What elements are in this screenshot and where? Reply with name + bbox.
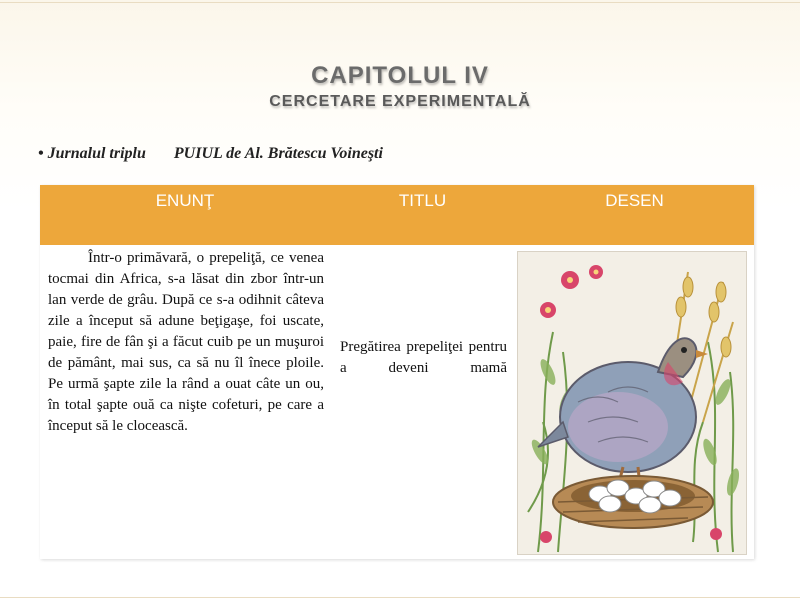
table-header-row bbox=[40, 185, 754, 245]
enunt-cell: Într-o primăvară, o prepeliţă, ce venea tocmai din Africa, s-a lăsat din zbor într-un lan verde de grâu. După ce s-a odihnit câteva zile a început să adune beţigaşe, foi uscate, paie, fire de fân şi a făcut cuib pe un muşuroi de pământ, mai sus, ca să nu îl înece ploile. Pe urmă şapte zile la rând a ouat câte un ou, în total şapte ouă ca nişte cofeturi, pe care a început să le clocească. bbox=[48, 250, 324, 434]
titlu-text: Pregătirea prepeliţei pentru a deveni mamă bbox=[340, 339, 507, 376]
journal-work-title: PUIUL de Al. Brătescu Voineşti bbox=[173, 145, 383, 162]
table-row bbox=[40, 245, 754, 559]
header-desen: DESEN bbox=[605, 191, 664, 210]
quail-nest-drawing-icon bbox=[517, 251, 747, 555]
titlu-cell bbox=[330, 245, 515, 559]
header-titlu: TITLU bbox=[398, 191, 447, 210]
header-enunt: ENUNŢ bbox=[155, 191, 215, 210]
top-border-line bbox=[0, 2, 800, 3]
slide-subtitle: CERCETARE EXPERIMENTALĂ bbox=[269, 93, 531, 110]
slide-title: CAPITOLUL IV bbox=[311, 62, 489, 89]
desen-cell bbox=[515, 245, 754, 559]
journal-heading bbox=[38, 145, 383, 163]
bottom-border-line bbox=[0, 597, 800, 598]
bullet-icon: • bbox=[38, 145, 44, 162]
journal-table bbox=[40, 185, 754, 559]
journal-label: Jurnalul triplu bbox=[47, 145, 146, 162]
